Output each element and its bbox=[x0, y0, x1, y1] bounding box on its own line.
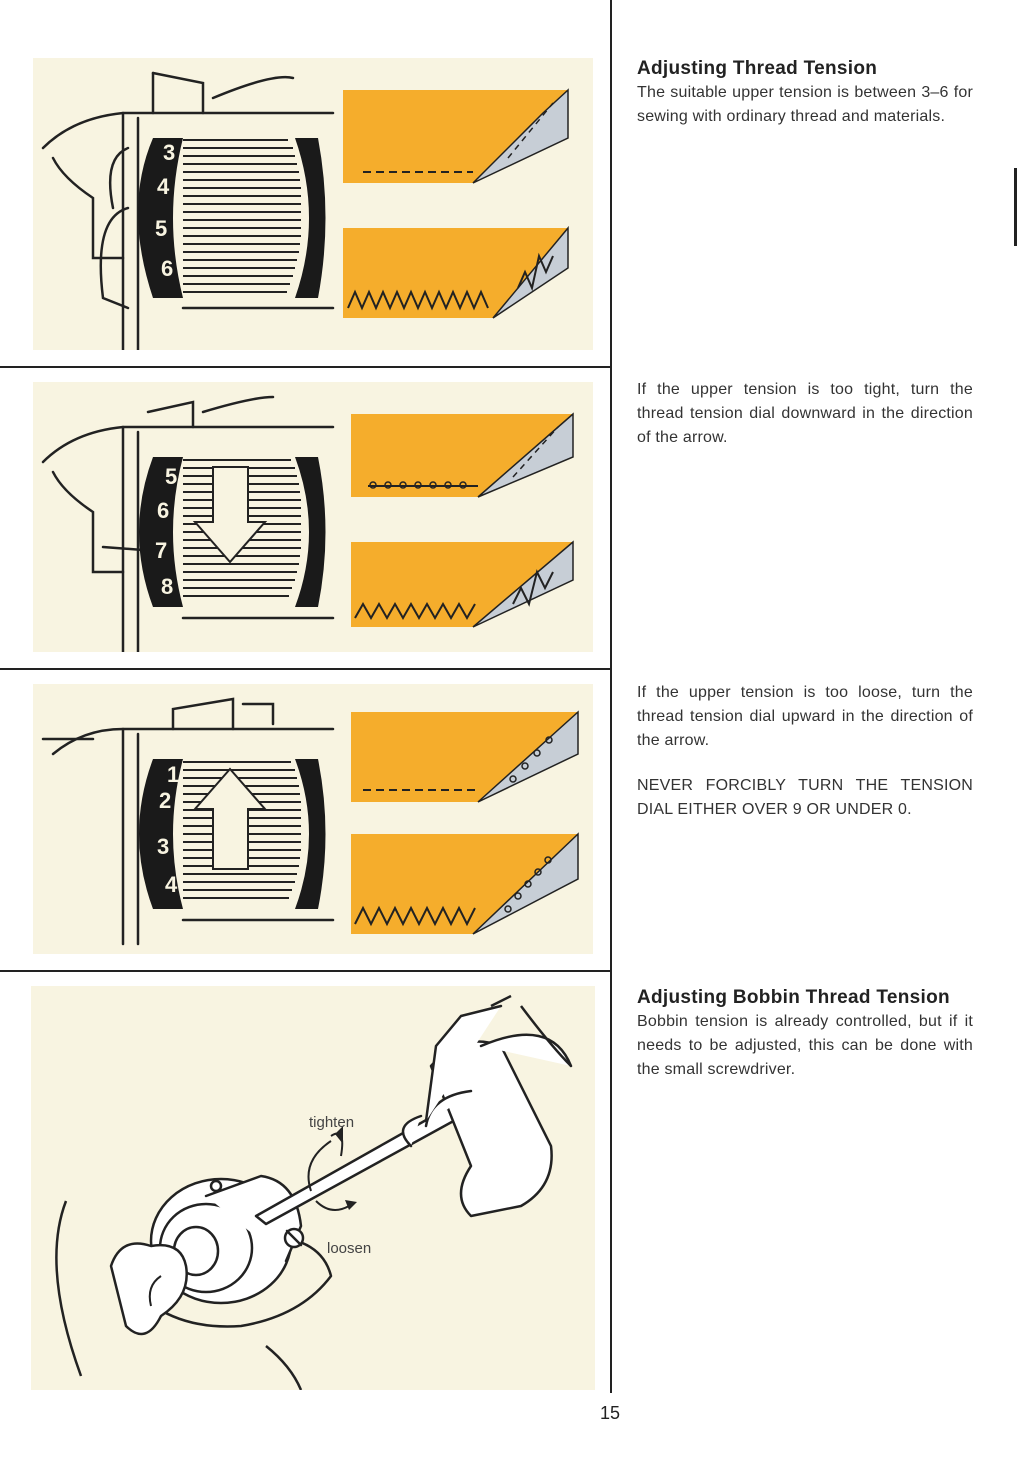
fig3-dial-num-4: 4 bbox=[165, 872, 178, 897]
text-warning: NEVER FORCIBLY TURN THE TENSION DIAL EITHER OVER 9 OR UNDER 0. bbox=[637, 777, 973, 818]
fig2-dial-num-4: 8 bbox=[161, 574, 174, 599]
section-bobbin-tension bbox=[637, 986, 973, 1082]
fig3-dial-num-1: 1 bbox=[167, 762, 180, 787]
fabric-sample-straight bbox=[343, 90, 568, 183]
text-too-loose: If the upper tension is too loose, turn the thread tension dial upward in the direction of the arrow. bbox=[637, 684, 973, 749]
figure-normal-tension bbox=[33, 58, 593, 350]
fabric-sample-tight-zigzag bbox=[351, 542, 573, 627]
fig1-dial-num-1: 3 bbox=[163, 140, 176, 165]
fabric-sample-tight-straight bbox=[351, 414, 573, 497]
tension-dial-down-illustration bbox=[33, 382, 593, 652]
section-divider-2 bbox=[0, 668, 612, 670]
tighten-label: tighten bbox=[309, 1114, 355, 1131]
loosen-label: loosen bbox=[327, 1240, 372, 1257]
heading-bobbin-tension: Adjusting Bobbin Thread Tension bbox=[637, 987, 950, 1008]
fabric-sample-loose-zigzag bbox=[351, 834, 578, 934]
section-too-tight bbox=[637, 378, 973, 450]
heading-thread-tension: Adjusting Thread Tension bbox=[637, 58, 878, 79]
fig3-dial-num-2: 2 bbox=[159, 788, 172, 813]
page-number: 15 bbox=[600, 1403, 621, 1423]
tension-dial-illustration bbox=[33, 58, 593, 350]
section-adjusting-thread-tension bbox=[637, 57, 973, 129]
fig2-dial-num-3: 7 bbox=[155, 538, 168, 563]
text-too-tight: If the upper tension is too tight, turn the thread tension dial downward in the direction of the arrow. bbox=[637, 381, 973, 446]
edge-mark bbox=[1014, 168, 1017, 246]
figure-too-loose bbox=[33, 684, 593, 954]
bobbin-case-screwdriver-illustration bbox=[31, 986, 595, 1390]
figure-bobbin-case bbox=[31, 986, 595, 1390]
fabric-sample-zigzag bbox=[343, 228, 568, 318]
section-divider-3 bbox=[0, 970, 612, 972]
text-normal-tension: The suitable upper tension is between 3–6 for sewing with ordinary thread and materials. bbox=[637, 84, 973, 125]
fig1-dial-num-3: 5 bbox=[155, 216, 168, 241]
fig2-dial-num-1: 5 bbox=[165, 464, 178, 489]
fabric-sample-loose-straight bbox=[351, 712, 578, 802]
section-too-loose bbox=[637, 681, 973, 822]
column-divider bbox=[610, 0, 612, 1393]
text-bobbin-tension: Bobbin tension is already controlled, but if it needs to be adjusted, this can be done with the small screwdriver. bbox=[637, 1013, 973, 1078]
fig1-dial-num-4: 6 bbox=[161, 256, 174, 281]
figure-too-tight bbox=[33, 382, 593, 652]
fig2-dial-num-2: 6 bbox=[157, 498, 170, 523]
tension-dial-up-illustration bbox=[33, 684, 593, 954]
section-divider-1 bbox=[0, 366, 612, 368]
fig3-dial-num-3: 3 bbox=[157, 834, 170, 859]
fig1-dial-num-2: 4 bbox=[157, 174, 170, 199]
